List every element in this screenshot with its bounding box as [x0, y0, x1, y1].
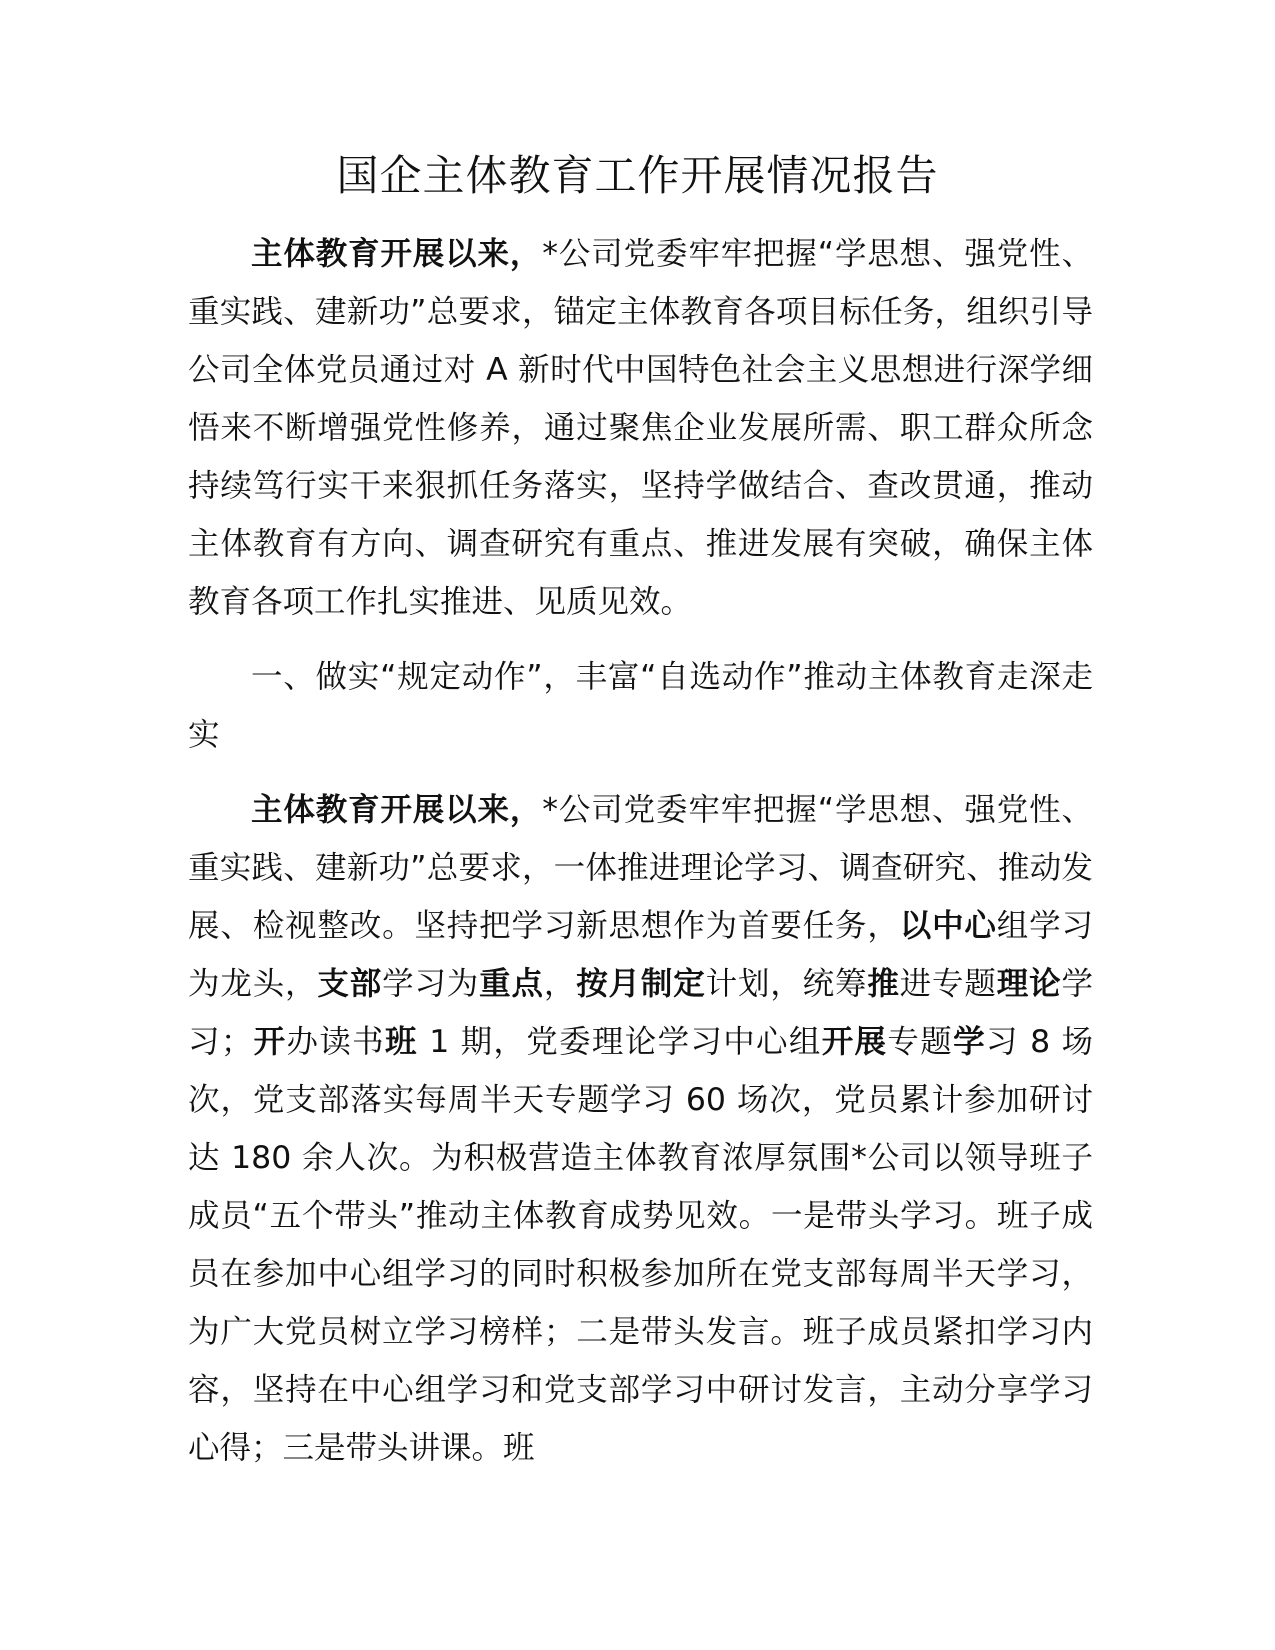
text-run: 1 期，党委理论学习中心组 [417, 1024, 822, 1060]
text-run: 学习； [188, 966, 1093, 1060]
bold-run: 按月制定 [576, 966, 706, 1002]
section-1-lead: 主体教育开展以来， [251, 792, 543, 828]
bold-run: 推 [867, 966, 900, 1002]
bold-run: 开 [252, 1024, 287, 1060]
document-title: 国企主体教育工作开展情况报告 [336, 151, 939, 200]
text-run: ， [543, 966, 577, 1002]
bold-run: 重点 [479, 966, 544, 1002]
text-run: *公司党委牢牢把握“学思想、强党性、重实践、建新功”总要求，一体推进理论学习、调查研究、推动发展、检视整改。坚持把学习新思想作为首要任务， [188, 792, 1093, 944]
text-run: 计划，统筹 [705, 966, 868, 1002]
bold-run: 以中心 [899, 908, 997, 944]
text-run: 专题 [887, 1024, 954, 1060]
section-1-paragraph [188, 781, 1093, 1477]
bold-run: 班 [385, 1024, 418, 1060]
bold-run: 学 [953, 1024, 986, 1060]
text-run: 办读书 [286, 1024, 386, 1060]
intro-text: *公司党委牢牢把握“学思想、强党性、重实践、建新功”总要求，锚定主体教育各项目标任务，组织引导公司全体党员通过对 A 新时代中国特色社会主义思想进行深学细悟来不断增强党性修养，通过聚焦企业发展所需、职工群众所念持续笃行实干来狠抓任务落实，坚持学做结合、查改贯通，推动主体教育有方向、调查研究有重点、推进发展有突破，确保主体教育各项工作扎实推进、见质见效。 [188, 236, 1093, 620]
text-run: 组学习为龙头， [188, 908, 1093, 1002]
intro-paragraph [188, 225, 1093, 631]
intro-lead: 主体教育开展以来， [251, 236, 543, 272]
text-run: 进专题 [899, 966, 997, 1002]
bold-run: 支部 [317, 966, 383, 1002]
bold-run: 理论 [996, 966, 1062, 1002]
section-heading-1: 一、做实“规定动作”，丰富“自选动作”推动主体教育走深走实 [188, 659, 1093, 753]
text-run: 习 8 场次，党支部落实每周半天专题学习 60 场次，党员累计参加研讨达 180 余人次。为积极营造主体教育浓厚氛围*公司以领导班子成员“五个带头”推动主体教育成势见效。一是带头学习。班子成员在参加中心组学习的同时积极参加所在党支部每周半天学习，为广大党员树立学习榜样；二是带头发言。班子成员紧扣学习内容，坚持在中心组学习和党支部学习中研讨发言，主动分享学习心得；三是带头讲课。班 [188, 1024, 1093, 1466]
document-body [188, 225, 1093, 1477]
bold-run: 开展 [821, 1024, 888, 1060]
text-run: 学习为 [382, 966, 480, 1002]
